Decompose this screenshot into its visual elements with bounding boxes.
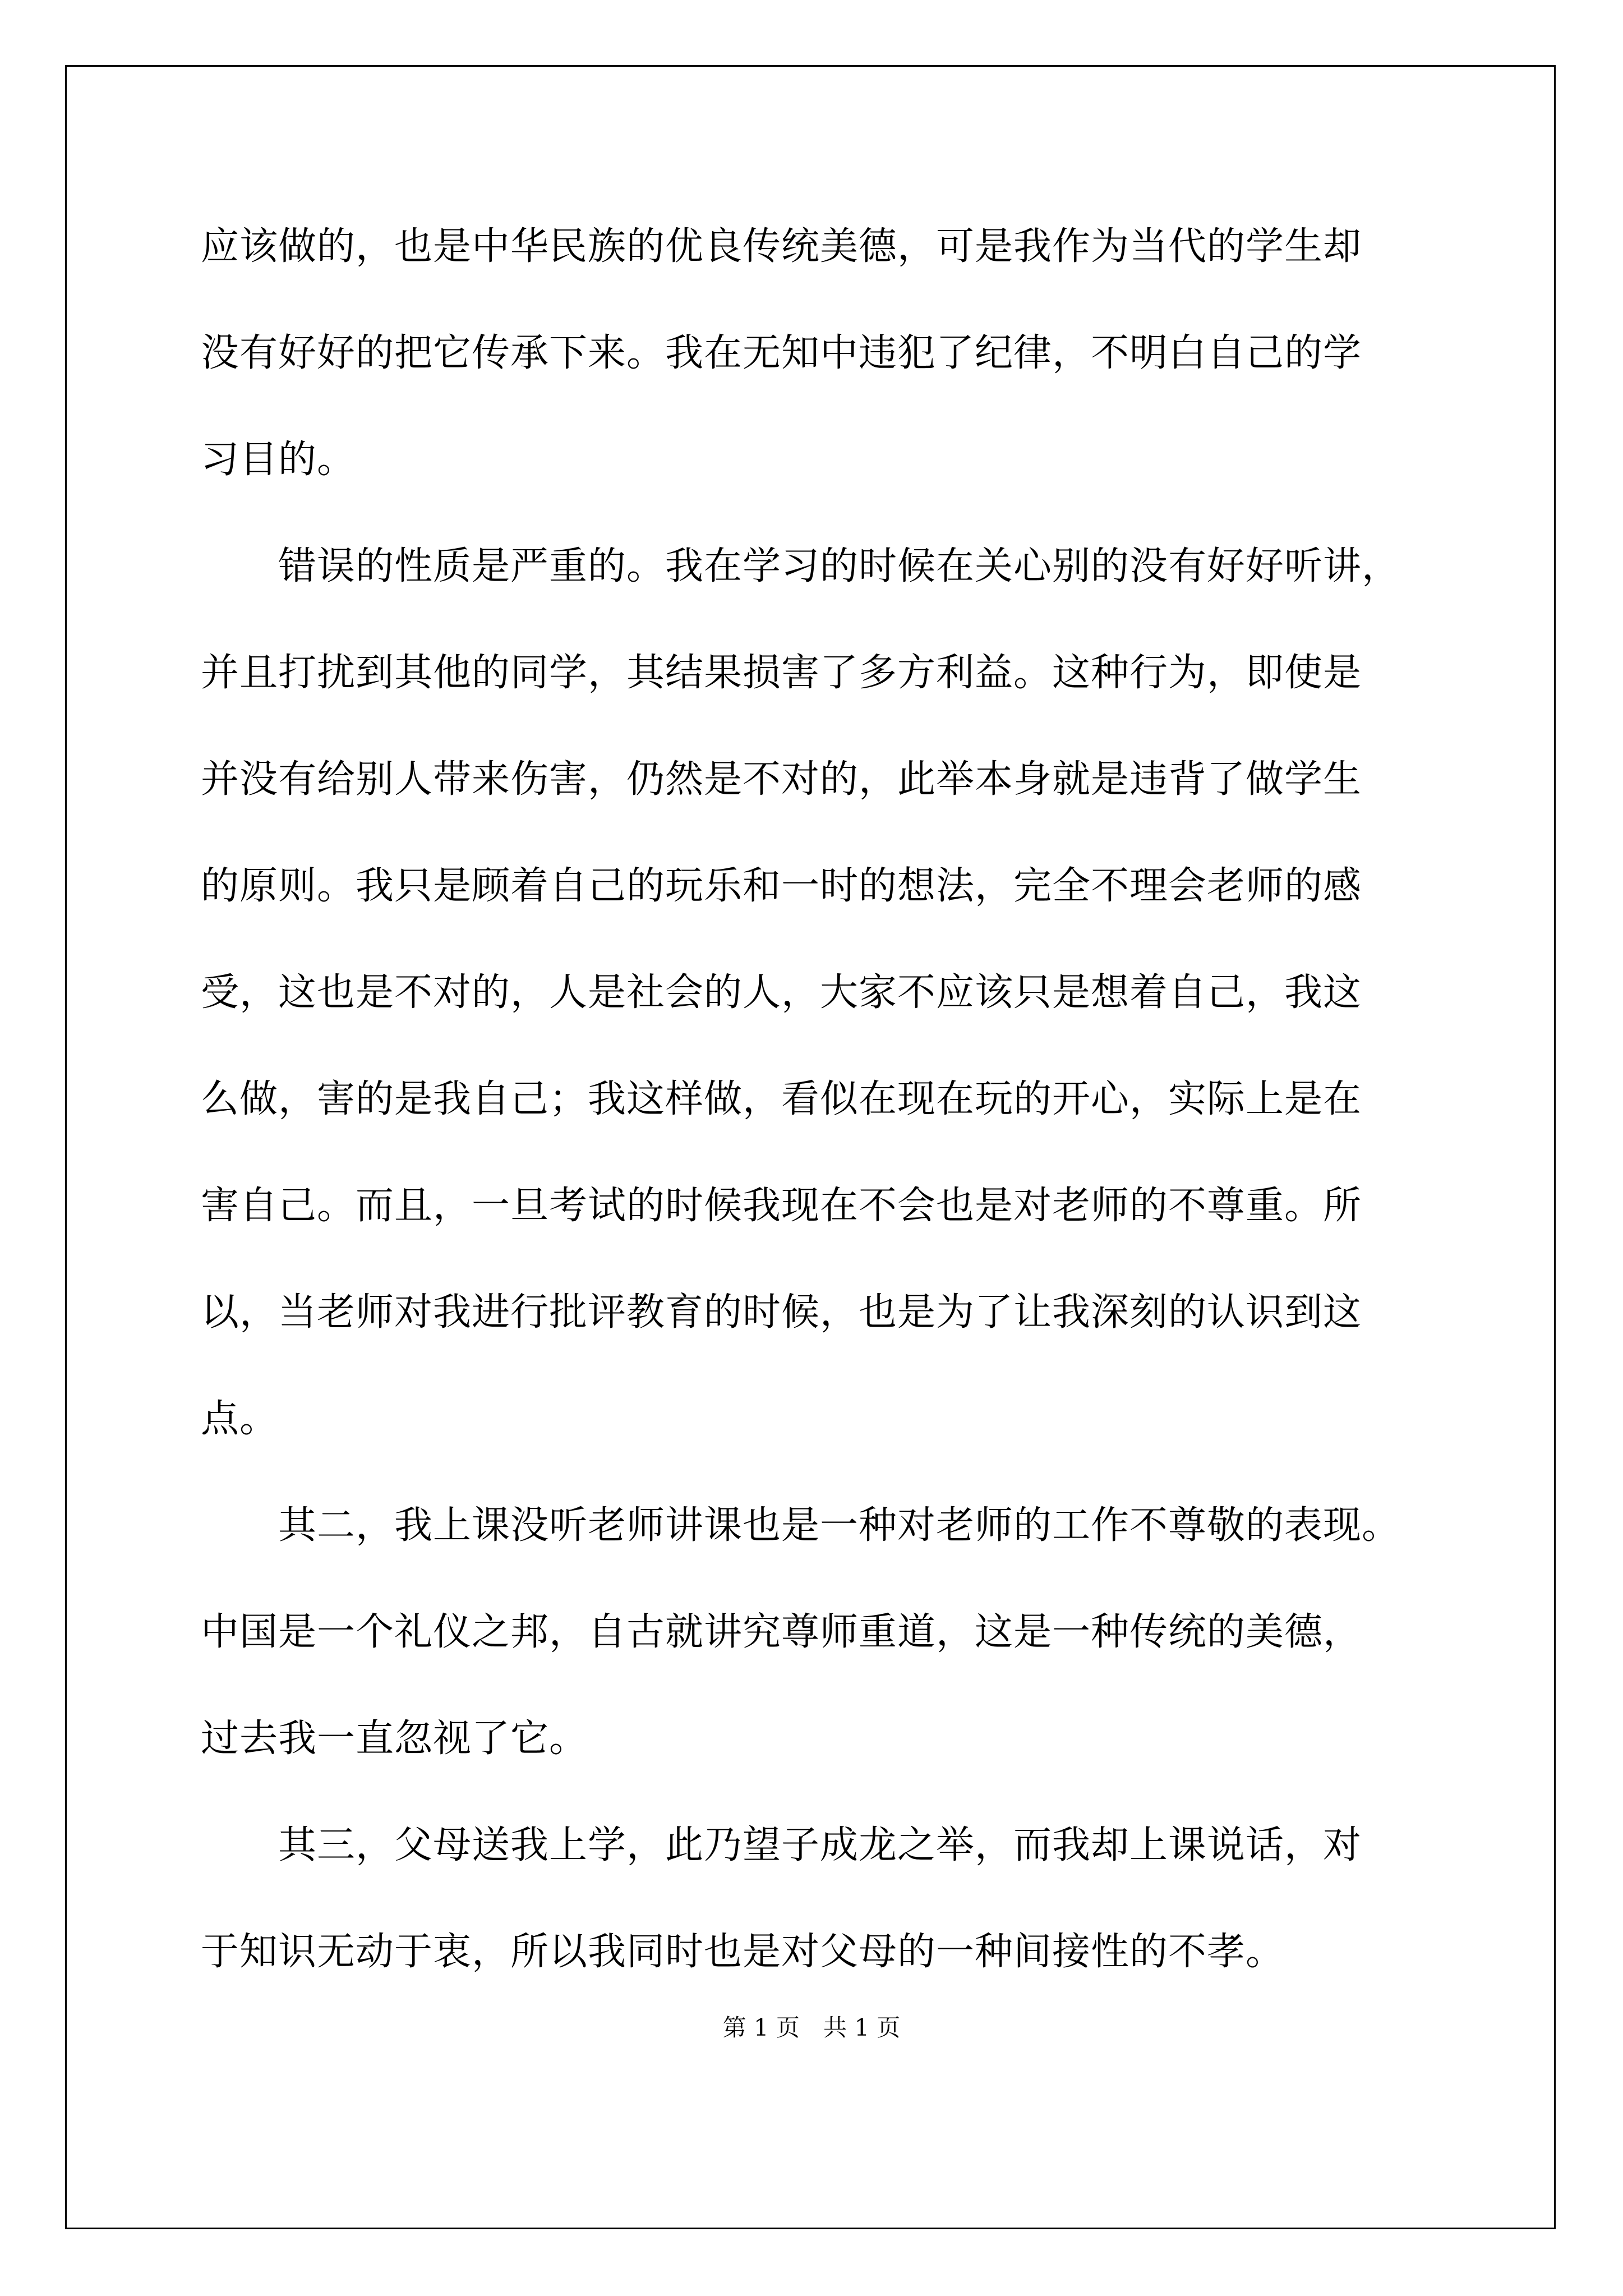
text-line: 并没有给别人带来伤害，仍然是不对的，此举本身就是违背了做学生 <box>201 757 1362 802</box>
page-number-footer: 第 1 页 共 1 页 <box>722 2014 901 2041</box>
text-line: 中国是一个礼仪之邦，自古就讲究尊师重道，这是一种传统的美德， <box>201 1610 1362 1654</box>
text-line: 的原则。我只是顾着自己的玩乐和一时的想法，完全不理会老师的感 <box>201 864 1362 908</box>
text-line: 点。 <box>201 1397 279 1441</box>
text-line: 以，当老师对我进行批评教育的时候，也是为了让我深刻的认识到这 <box>201 1290 1362 1335</box>
text-line: 受，这也是不对的，人是社会的人，大家不应该只是想着自己，我这 <box>201 970 1362 1015</box>
text-line: 没有好好的把它传承下来。我在无知中违犯了纪律，不明白自己的学 <box>201 331 1362 375</box>
text-line: 么做，害的是我自己；我这样做，看似在现在玩的开心，实际上是在 <box>201 1077 1362 1121</box>
text-line: 其三，父母送我上学，此乃望子成龙之举，而我却上课说话，对 <box>201 1823 1362 1867</box>
text-line: 过去我一直忽视了它。 <box>201 1717 588 1761</box>
text-line: 害自己。而且，一旦考试的时候我现在不会也是对老师的不尊重。所 <box>201 1184 1362 1228</box>
page-border <box>65 65 1556 2229</box>
text-line: 于知识无动于衷，所以我同时也是对父母的一种间接性的不孝。 <box>201 1930 1285 1974</box>
text-line: 应该做的，也是中华民族的优良传统美德，可是我作为当代的学生却 <box>201 224 1362 269</box>
text-line: 习目的。 <box>201 438 356 482</box>
text-line: 其二，我上课没听老师讲课也是一种对老师的工作不尊敬的表现。 <box>201 1503 1401 1548</box>
text-line: 错误的性质是严重的。我在学习的时候在关心别的没有好好听讲， <box>201 544 1401 588</box>
text-line: 并且打扰到其他的同学，其结果损害了多方利益。这种行为，即使是 <box>201 651 1362 695</box>
